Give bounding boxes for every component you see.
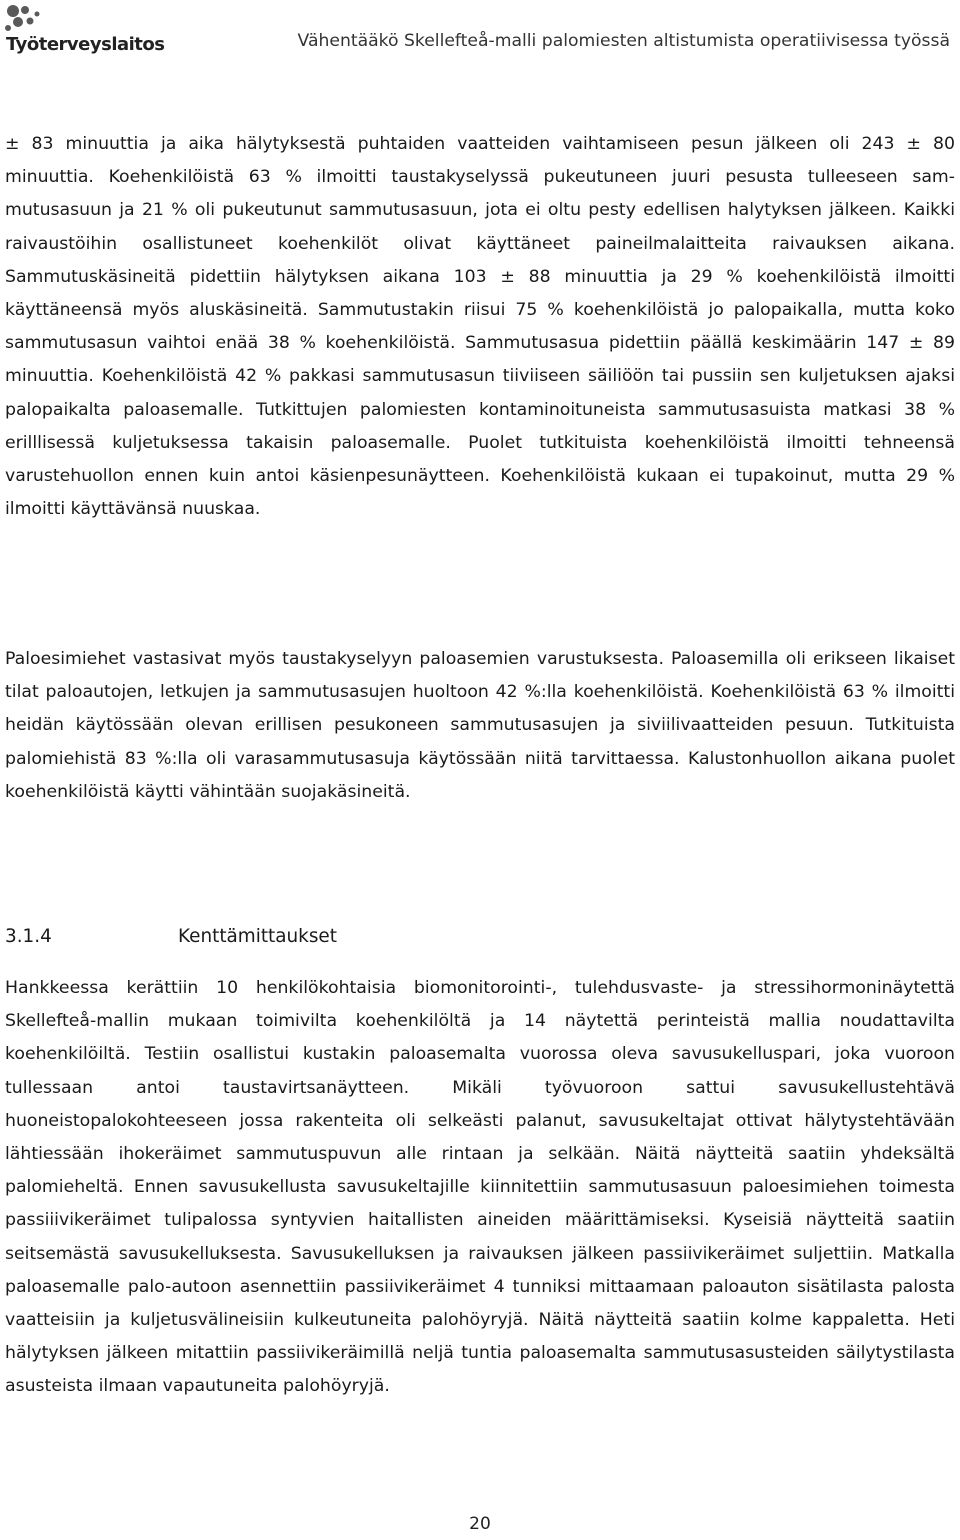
page-number: 20 (469, 1514, 491, 1534)
logo-mark-icon (4, 2, 48, 36)
running-title: Vähentääkö Skellefteå-malli palomiesten altistumista operatiivisessa työssä (297, 31, 950, 51)
section-heading (5, 926, 337, 947)
logo-text: Työterveyslaitos (6, 34, 165, 55)
paragraph-3: Hankkeessa kerättiin 10 henkilökohtaisia biomonitorointi-, tulehdusvaste- ja stressihormoninäytettä Skellefteå-mallin mukaan toimivilta koehenkilöltä ja 14 näytettä perinteistä mallia noudattavilta koehenkilöiltä. Testiin osallistui kustakin paloasemalta vuorossa oleva savusukelluspari, joka vuoroon tullessaan antoi taustavirtsanäytteen. Mikäli työvuoroon sattui savusukellustehtävä huoneistopalokohteeseen jossa rakenteita oli selkeästi palanut, savusukeltajat ottivat hälytystehtävään lähtiessään ihokeräimet sammutuspuvun alle rintaan ja selkään. Näitä näytteitä saatiin yhdeksältä palomieheltä. Ennen savusukellusta savusukeltajille kiinnitettiin sammutusasuun paloesimiehen toimesta passiiivikeräimet tulipalossa syntyvien haitallisten aineiden määrittämiseksi. Kyseisiä näytteitä saatiin seitsemästä savusukelluksesta. Savusukelluksen ja raivauksen jälkeen passiivikeräimet suljettiin. Matkalla paloasemalle palo-autoon asennettiin passiivikeräimet 4 tunniksi mittaamaan paloauton sisätilasta palosta vaatteisiin ja kuljetusvälineisiin kulkeutuneita palohöyryjä. Näitä näytteitä saatiin kolme kappaletta. Heti hälytyksen jälkeen mitattiin passiivikeräimillä neljä tuntia paloasemalta sammutusasusteiden säilytystilasta asusteista ilmaan vapautuneita palohöyryjä. (5, 978, 955, 1397)
page-header (0, 0, 960, 70)
section-title: Kenttämittaukset (178, 926, 337, 947)
section-number: 3.1.4 (5, 926, 52, 947)
logo (4, 2, 179, 66)
paragraph-2: Paloesimiehet vastasivat myös taustakyselyyn paloasemien varustuksesta. Paloasemilla oli erikseen likaiset tilat paloautojen, letkujen ja sammutusasujen huoltoon 42 %:lla koehenkilöistä. Koehenkilöistä 63 % ilmoitti heidän käytössään olevan erillisen pesukoneen sammutusasujen ja siviilivaatteiden pesuun. Tutkituista palomiehistä 83 %:lla oli varasammutusasuja käytössään niitä tarvittaessa. Kalustonhuollon aikana puolet koehenkilöistä käytti vähintään suojakäsineitä. (5, 649, 955, 802)
paragraph-1: ± 83 minuuttia ja aika hälytyksestä puhtaiden vaatteiden vaihtamiseen pesun jälkeen oli 243 ± 80 minuuttia. Koehenkilöistä 63 % ilmoitti taustakyselyssä pukeutuneen juuri pesusta tulleeseen sammutusasuun ja 21 % oli pukeutunut sammutusasuun, jota ei oltu pesty edellisen halytyksen jälkeen. Kaikki raivaustöihin osallistuneet koehenkilöt olivat käyttäneet paineilmalaitteita raivauksen aikana. Sammutuskäsineitä pidettiin hälytyksen aikana 103 ± 88 minuuttia ja 29 % koehenkilöistä ilmoitti käyttäneensä myös aluskäsineitä. Sammutustakin riisui 75 % koehenkilöistä jo palopaikalla, mutta koko sammutusasun vaihtoi enää 38 % koehenkilöistä. Sammutusasua pidettiin päällä keskimäärin 147 ± 89 minuuttia. Koehenkilöistä 42 % pakkasi sammutusasun tiiviiseen säiliöön tai pussiin sen kuljetuksen ajaksi palopaikalta paloasemalle. Tutkittujen palomiesten kontaminoituneista sammutusasuista matkasi 38 % erilllisessä kuljetuksessa takaisin paloasemalle. Puolet tutkituista koehenkilöistä ilmoitti tehneensä varustehuollon ennen kuin antoi käsienpesunäytteen. Koehenkilöistä kukaan ei tupakoinut, mutta 29 % ilmoitti käyttävänsä nuuskaa. (5, 134, 955, 520)
